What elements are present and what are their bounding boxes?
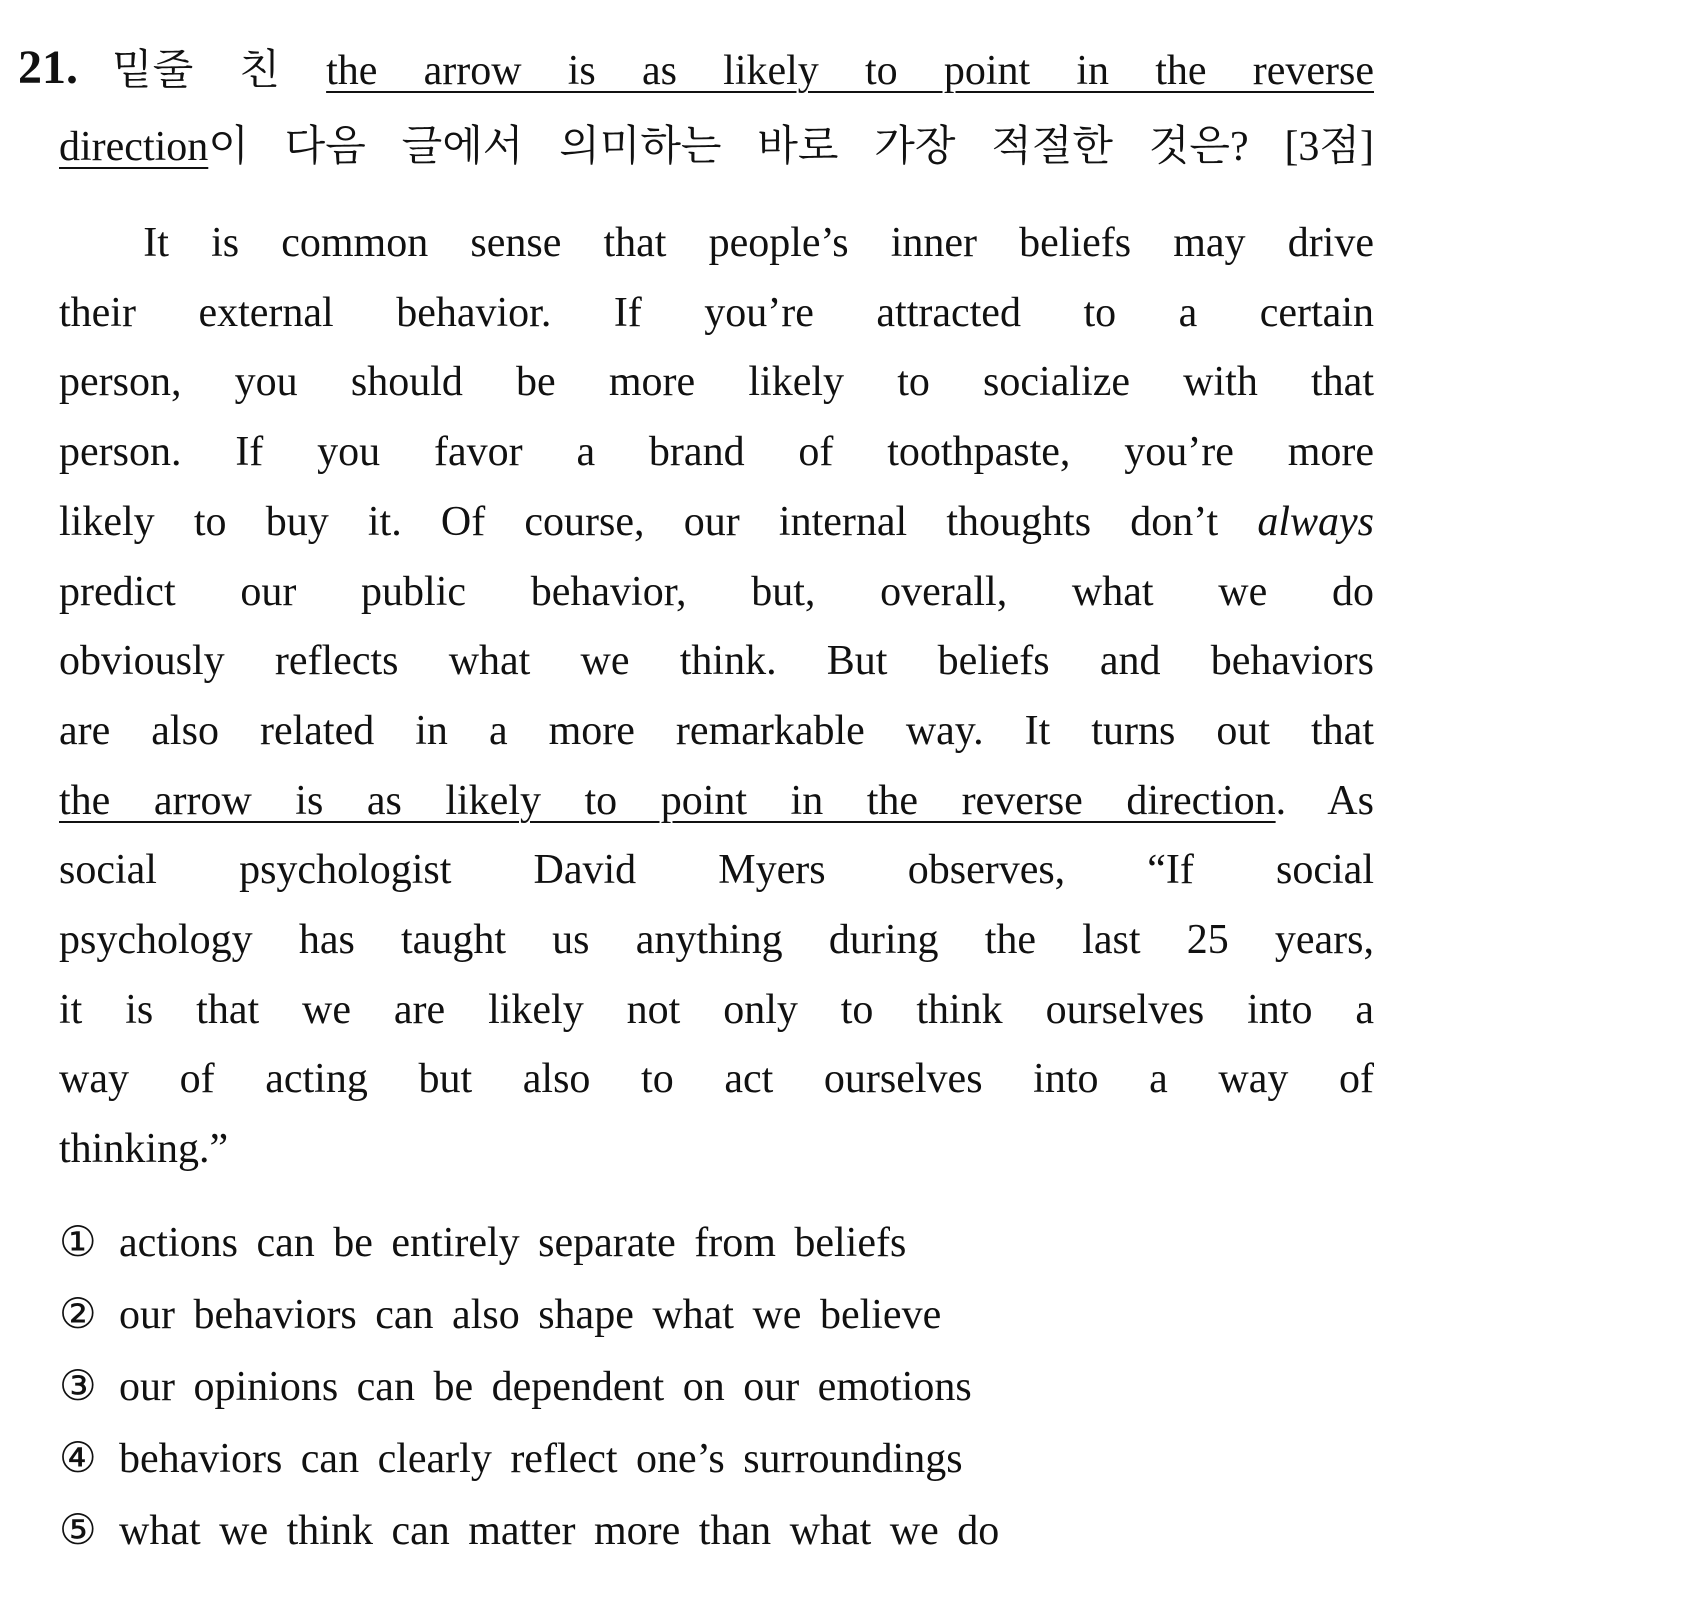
italic-text: always <box>1257 498 1374 545</box>
text-segment: 이 다음 글에서 의미하는 바로 가장 적절한 것은? [3점] <box>208 124 1374 170</box>
answer-choice-3[interactable] <box>59 1362 972 1412</box>
text-segment: are also related in a more remarkable way. It turns out that <box>59 707 1374 754</box>
text-segment: It is common sense that people’s inner beliefs may drive <box>59 220 1374 266</box>
passage-line <box>59 288 1374 338</box>
text-segment: person, you should be more likely to socialize with that <box>59 359 1374 406</box>
question-prompt-line-1 <box>112 46 1374 96</box>
passage-line <box>59 427 1374 477</box>
text-segment: predict our public behavior, but, overall, what we do <box>59 568 1374 615</box>
choice-text: actions can be entirely separate from beliefs <box>119 1220 907 1266</box>
answer-choice-1[interactable] <box>59 1218 906 1268</box>
answer-choice-4[interactable] <box>59 1434 963 1484</box>
passage-line <box>59 357 1374 407</box>
question-prompt-line-2 <box>59 122 1374 172</box>
choice-text: our behaviors can also shape what we believe <box>119 1292 942 1338</box>
passage-line <box>59 218 1374 268</box>
choice-number: ① <box>59 1220 97 1266</box>
text-segment: social psychologist David Myers observes, “If social <box>59 847 1374 894</box>
question-number: 21. <box>18 41 78 94</box>
text-segment: 밑줄 친 <box>112 48 327 94</box>
passage-line <box>59 567 1374 617</box>
text-segment: way of acting but also to act ourselves into a way of <box>59 1056 1374 1103</box>
underlined-text: the arrow is as likely to point in the reverse <box>326 48 1374 94</box>
passage-line <box>59 776 1374 826</box>
passage-line <box>59 1054 1374 1104</box>
choice-number: ② <box>59 1292 97 1338</box>
passage-line <box>59 636 1374 686</box>
passage-line <box>59 845 1374 895</box>
underlined-text: the arrow is as likely to point in the reverse direction <box>59 777 1276 824</box>
passage-line <box>59 706 1374 756</box>
text-segment: likely to buy it. Of course, our internal thoughts don’t <box>59 498 1258 545</box>
choice-text: behaviors can clearly reflect one’s surroundings <box>119 1436 963 1482</box>
choice-number: ⑤ <box>59 1508 97 1554</box>
choice-text: our opinions can be dependent on our emotions <box>119 1364 972 1410</box>
answer-choice-5[interactable] <box>59 1506 999 1556</box>
underlined-text: direction <box>59 124 209 170</box>
answer-choice-2[interactable] <box>59 1290 941 1340</box>
text-segment: . As <box>1275 777 1374 824</box>
choice-number: ③ <box>59 1364 97 1410</box>
passage-line <box>59 915 1374 965</box>
passage-line <box>59 1124 1374 1174</box>
passage-line <box>59 985 1374 1035</box>
text-segment: it is that we are likely not only to think ourselves into a <box>59 986 1374 1033</box>
choice-text: what we think can matter more than what we do <box>119 1508 1000 1554</box>
choice-number: ④ <box>59 1436 97 1482</box>
text-segment: person. If you favor a brand of toothpaste, you’re more <box>59 429 1374 476</box>
text-segment: psychology has taught us anything during the last 25 years, <box>59 917 1374 963</box>
passage-line <box>59 497 1374 547</box>
text-segment: thinking.” <box>59 1126 229 1173</box>
text-segment: their external behavior. If you’re attracted to a certain <box>59 289 1374 336</box>
text-segment: obviously reflects what we think. But beliefs and behaviors <box>59 638 1374 685</box>
